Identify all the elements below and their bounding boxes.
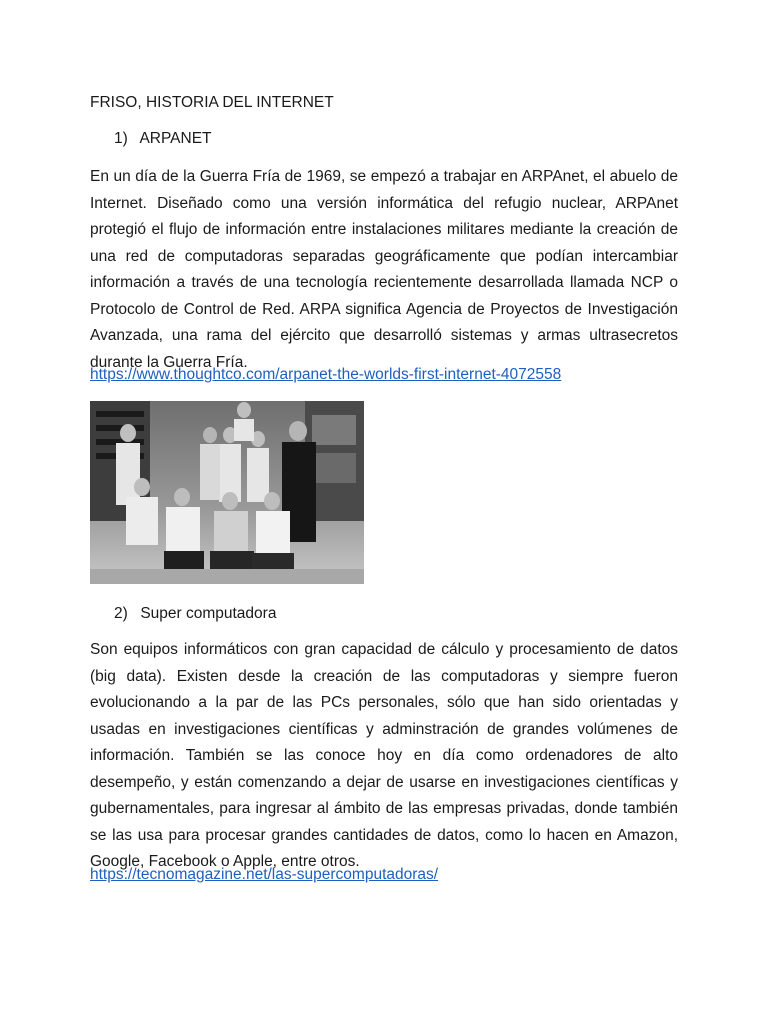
section-number: 2) xyxy=(114,605,128,622)
source-link-supercomputadora[interactable]: https://tecnomagazine.net/las-supercomputadoras/ xyxy=(90,866,439,883)
source-link-arpanet[interactable]: https://www.thoughtco.com/arpanet-the-worlds-first-internet-4072558 xyxy=(90,366,562,383)
section-heading-text: ARPANET xyxy=(139,130,212,147)
section-heading-supercomputadora xyxy=(114,605,276,623)
arpanet-team-photo xyxy=(90,401,364,584)
section-paragraph-arpanet: En un día de la Guerra Fría de 1969, se empezó a trabajar en ARPAnet, el abuelo de Internet. Diseñado como una versión informática del refugio nuclear, ARPAnet protegió el flujo de información entre instalaciones militares mediante la creación de una red de computadoras separadas geográficamente que podían intercambiar información a través de una tecnología recientemente desarrollada llamada NCP o Protocolo de Control de Red. ARPA significa Agencia de Proyectos de Investigación Avanzada, una rama del ejército que desarrolló sistemas y armas ultrasecretos durante la Guerra Fría. xyxy=(90,168,678,371)
section-paragraph-supercomputadora: Son equipos informáticos con gran capacidad de cálculo y procesamiento de datos (big data). Existen desde la creación de las computadoras y siempre fueron evolucionando a la par de las PCs personales, sólo que han sido orientadas y usadas en investigaciones científicas y adminstración de grandes volúmenes de información. También se las conoce hoy en día como ordenadores de alto desempeño, y están comenzando a dejar de usarse en investigaciones científicas y gubernamentales, para ingresar al ámbito de las empresas privadas, donde también se las usa para procesar grandes cantidades de datos, como lo hacen en Amazon, Google, Facebook o Apple, entre otros. xyxy=(90,641,678,870)
document-title: FRISO, HISTORIA DEL INTERNET xyxy=(90,94,334,111)
section-number: 1) xyxy=(114,130,128,147)
section-heading-arpanet xyxy=(114,130,212,148)
section-heading-text: Super computadora xyxy=(140,605,277,622)
